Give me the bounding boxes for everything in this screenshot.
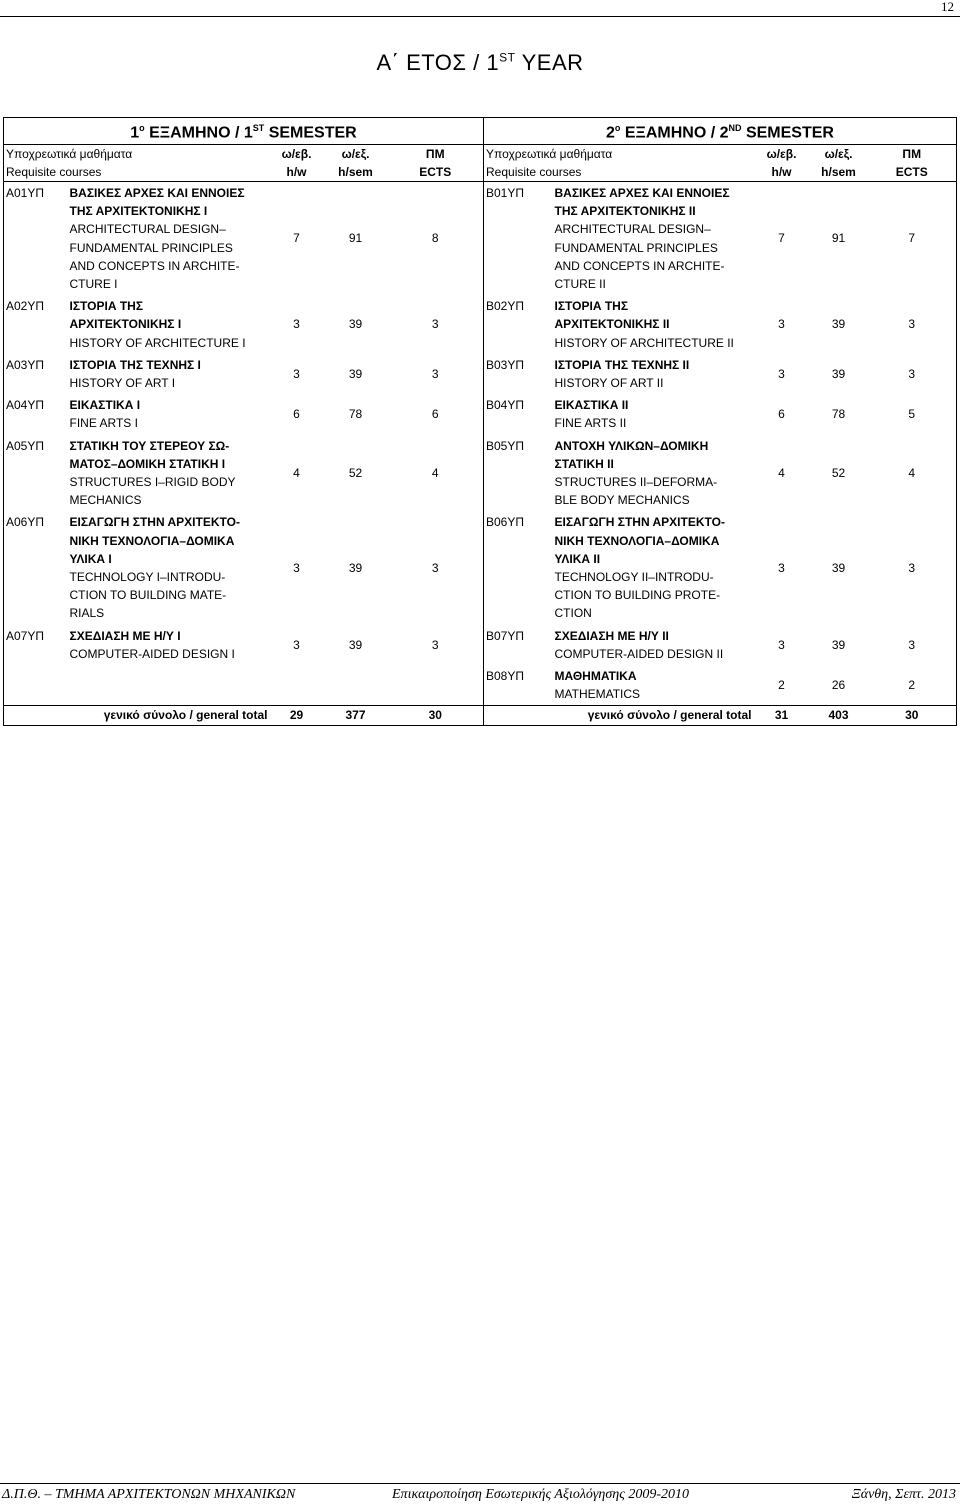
course-code: Β06ΥΠ <box>486 515 525 530</box>
year-title: Α΄ ΕΤΟΣ / 1ST YEAR <box>376 50 584 75</box>
course-hw: 3 <box>293 366 300 381</box>
course-hw: 3 <box>293 637 300 652</box>
course-code: Β04ΥΠ <box>486 398 525 413</box>
course-title-line: ΣΧΕΔΙΑΣΗ ΜΕ Η/Υ Ι <box>69 628 181 643</box>
header-hw-en: h/w <box>771 164 792 179</box>
course-title <box>553 435 754 512</box>
course-hw: 3 <box>778 560 785 575</box>
header-ects <box>868 144 957 181</box>
course-ects: 3 <box>388 511 484 624</box>
course-code: Α04ΥΠ <box>4 394 68 434</box>
course-title-line: AND CONCEPTS IN ARCHITE- <box>69 258 240 273</box>
course-hsem: 39 <box>831 560 846 575</box>
total-hsem: 377 <box>324 706 388 725</box>
course-ects: 3 <box>868 625 957 665</box>
course-hw: 3 <box>778 366 785 381</box>
header-courses <box>484 144 754 181</box>
course-title-line: ΣΧΕΔΙΑΣΗ ΜΕ Η/Υ ΙΙ <box>554 628 669 643</box>
course-ects: 8 <box>388 181 484 295</box>
course-title-line: ΙΣΤΟΡΙΑ ΤΗΣ <box>69 299 144 314</box>
course-title-line: ΣΤΑΤΙΚΗ ΤΟΥ ΣΤΕΡΕΟΥ ΣΩ- <box>69 438 230 453</box>
course-row <box>4 354 957 394</box>
course-hsem: 39 <box>831 317 846 332</box>
course-title-line: ARCHITECTURAL DESIGN– <box>69 222 226 237</box>
course-title <box>68 394 270 434</box>
course-hsem: 52 <box>831 465 846 480</box>
semester-number: 2 <box>606 124 615 142</box>
footer-institution: Δ.Π.Θ. – ΤΜΗΜΑ ΑΡΧΙΤΕΚΤΟΝΩΝ ΜΗΧΑΝΙΚΩΝ <box>2 1487 296 1502</box>
course-title-line: FUNDAMENTAL PRINCIPLES <box>554 240 718 255</box>
total-row <box>4 706 957 725</box>
course-hw: 4 <box>778 465 785 480</box>
course-title-line: STRUCTURES II–DEFORMA- <box>554 474 718 489</box>
course-title-line: HISTORY OF ART I <box>69 375 176 390</box>
course-title-line: CTURE II <box>554 276 606 291</box>
total-label: γενικό σύνολο / general total <box>587 708 752 723</box>
course-title-line: STRUCTURES I–RIGID BODY <box>69 474 236 489</box>
course-title-line: BLE BODY MECHANICS <box>554 493 690 508</box>
course-title <box>553 354 754 394</box>
course-ects: 3 <box>868 511 957 624</box>
course-title-line: ΜΑΘΗΜΑΤΙΚΑ <box>554 669 637 684</box>
course-hw: 4 <box>293 465 300 480</box>
course-title <box>68 181 270 295</box>
course-code: Β08ΥΠ <box>486 669 525 684</box>
course-title <box>68 511 270 624</box>
header-courses-gr: Υποχρεωτικά μαθήματα <box>486 146 613 161</box>
header-hsem-gr: ω/εξ. <box>824 146 853 161</box>
course-title-line: ΕΙΣΑΓΩΓΗ ΣΤΗΝ ΑΡΧΙΤΕΚΤΟ- <box>554 515 725 530</box>
course-title-line: ΥΛΙΚΑ Ι <box>69 551 112 566</box>
total-ects: 30 <box>388 706 484 725</box>
course-title-line: ΝΙΚΗ ΤΕΧΝΟΛΟΓΙΑ–ΔΟΜΙΚΑ <box>554 533 720 548</box>
course-code: Β01ΥΠ <box>486 185 525 200</box>
course-code: Β07ΥΠ <box>486 628 525 643</box>
course-title-line: FINE ARTS I <box>69 416 138 431</box>
header-hsem <box>810 144 868 181</box>
total-ects: 30 <box>868 706 957 725</box>
total-label: γενικό σύνολο / general total <box>103 708 268 723</box>
course-title-line: ΙΣΤΟΡΙΑ ΤΗΣ <box>554 299 629 314</box>
course-title-line: ΒΑΣΙΚΕΣ ΑΡΧΕΣ ΚΑΙ ΕΝΝΟΙΕΣ <box>69 185 245 200</box>
course-hsem: 39 <box>348 366 363 381</box>
course-title-line: AND CONCEPTS IN ARCHITE- <box>554 258 725 273</box>
header-courses-gr: Υποχρεωτικά μαθήματα <box>6 146 133 161</box>
course-title-line: HISTORY OF ARCHITECTURE I <box>69 335 246 350</box>
course-title-line: ΙΣΤΟΡΙΑ ΤΗΣ ΤΕΧΝΗΣ Ι <box>69 357 201 372</box>
course-title-line: ΤΗΣ ΑΡΧΙΤΕΚΤΟΝΙΚΗΣ Ι <box>69 204 208 219</box>
course-title-line: TECHNOLOGY I–INTRODU- <box>69 570 226 584</box>
course-hsem: 39 <box>348 317 363 332</box>
course-title-line: RIALS <box>69 606 105 621</box>
course-ects: 5 <box>868 394 957 434</box>
course-ects: 2 <box>868 665 957 706</box>
course-title-line: CTION TO BUILDING MATE- <box>69 588 227 603</box>
course-title-line: CTION <box>554 606 592 621</box>
footer-report: Επικαιροποίηση Εσωτερικής Αξιολόγησης 2009-2010 <box>392 1487 690 1502</box>
course-code: Α01ΥΠ <box>4 181 68 295</box>
header-ects-gr: ΠΜ <box>425 146 445 161</box>
course-row <box>4 295 957 354</box>
header-courses <box>4 144 270 181</box>
header-ects <box>388 144 484 181</box>
course-title-line: MATHEMATICS <box>554 687 641 702</box>
header-hsem <box>324 144 388 181</box>
course-hsem: 39 <box>831 637 846 652</box>
total-hw: 31 <box>754 706 810 725</box>
course-ects: 3 <box>868 354 957 394</box>
course-title-line: ΒΑΣΙΚΕΣ ΑΡΧΕΣ ΚΑΙ ΕΝΝΟΙΕΣ <box>554 185 730 200</box>
column-header-row <box>4 144 957 181</box>
course-title-line: ΥΛΙΚΑ ΙΙ <box>554 551 601 566</box>
header-ects-en: ECTS <box>419 164 452 179</box>
course-title-line: MECHANICS <box>69 493 142 508</box>
course-hsem: 91 <box>831 231 846 246</box>
course-row <box>4 665 957 706</box>
course-title-line: COMPUTER-AIDED DESIGN I <box>69 646 235 661</box>
total-hw: 29 <box>270 706 324 725</box>
course-code: Α03ΥΠ <box>4 354 68 394</box>
course-title-line: ΤΗΣ ΑΡΧΙΤΕΚΤΟΝΙΚΗΣ ΙΙ <box>554 204 696 219</box>
course-title-line: ΕΙΚΑΣΤΙΚΑ ΙΙ <box>554 398 629 413</box>
empty-course-cell <box>4 665 484 706</box>
course-row <box>4 181 957 295</box>
total-hsem: 403 <box>810 706 868 725</box>
course-title-line: CTION TO BUILDING PROTE- <box>554 588 721 603</box>
total-label-cell <box>4 706 270 725</box>
course-code: Α07ΥΠ <box>4 625 68 665</box>
course-title-line: ΑΡΧΙΤΕΚΤΟΝΙΚΗΣ Ι <box>69 317 182 332</box>
course-title-line: CTURE I <box>69 276 118 291</box>
header-courses-en: Requisite courses <box>486 164 582 179</box>
course-hsem: 26 <box>831 678 846 693</box>
semester-suffix: SEMESTER <box>741 124 834 142</box>
course-hw: 6 <box>778 407 785 422</box>
page-header <box>0 0 960 17</box>
course-title-line: HISTORY OF ART II <box>554 375 664 390</box>
course-hw: 6 <box>293 407 300 422</box>
course-title <box>553 295 754 354</box>
course-hsem: 39 <box>348 637 363 652</box>
header-ects-gr: ΠΜ <box>902 146 922 161</box>
course-row <box>4 511 957 624</box>
course-title-line: ΣΤΑΤΙΚΗ ΙΙ <box>554 456 614 471</box>
course-code: Β03ΥΠ <box>486 357 525 372</box>
course-hw: 7 <box>293 231 300 246</box>
course-title <box>553 511 754 624</box>
course-hsem: 52 <box>348 465 363 480</box>
course-title-line: ΑΡΧΙΤΕΚΤΟΝΙΚΗΣ ΙΙ <box>554 317 670 332</box>
course-title-line: ΙΣΤΟΡΙΑ ΤΗΣ ΤΕΧΝΗΣ ΙΙ <box>554 357 690 372</box>
semester-suffix: SEMESTER <box>264 124 357 142</box>
course-title <box>68 435 270 512</box>
courses-table <box>3 117 957 726</box>
course-code: Β02ΥΠ <box>486 299 525 314</box>
course-title-line: FUNDAMENTAL PRINCIPLES <box>69 240 233 255</box>
course-title-line: ARCHITECTURAL DESIGN– <box>554 222 711 237</box>
course-title-line: ΝΙΚΗ ΤΕΧΝΟΛΟΓΙΑ–ΔΟΜΙΚΑ <box>69 533 235 548</box>
header-hsem-en: h/sem <box>821 164 856 179</box>
course-hsem: 91 <box>348 231 363 246</box>
course-row <box>4 625 957 665</box>
course-title-line: ΕΙΚΑΣΤΙΚΑ Ι <box>69 398 141 413</box>
course-hsem: 39 <box>831 366 846 381</box>
header-hw <box>270 144 324 181</box>
header-hw-en: h/w <box>286 164 307 179</box>
course-row <box>4 394 957 434</box>
course-title <box>68 295 270 354</box>
course-hw: 3 <box>293 317 300 332</box>
course-title <box>68 625 270 665</box>
header-ects-en: ECTS <box>895 164 928 179</box>
course-title-line: ΑΝΤΟΧΗ ΥΛΙΚΩΝ–ΔΟΜΙΚΗ <box>554 438 709 453</box>
course-hw: 2 <box>778 678 785 693</box>
header-hw-gr: ω/εβ. <box>766 146 797 161</box>
header-courses-en: Requisite courses <box>6 164 102 179</box>
course-title-line: FINE ARTS II <box>554 416 627 431</box>
course-title <box>553 625 754 665</box>
course-title-line: ΜΑΤΟΣ–ΔΟΜΙΚΗ ΣΤΑΤΙΚΗ Ι <box>69 456 226 471</box>
page-number: 12 <box>941 0 954 14</box>
course-hw: 7 <box>778 231 785 246</box>
course-ects: 3 <box>388 354 484 394</box>
semester-sup: ND <box>728 123 742 133</box>
course-ects: 4 <box>388 435 484 512</box>
semester-number: 1 <box>130 124 140 142</box>
course-title <box>553 394 754 434</box>
header-hsem-en: h/sem <box>338 164 373 179</box>
course-title-line: TECHNOLOGY II–INTRODU- <box>554 570 714 584</box>
course-title <box>68 354 270 394</box>
course-row <box>4 435 957 512</box>
course-ects: 3 <box>388 625 484 665</box>
semester-title-row <box>4 118 957 145</box>
header-hsem-gr: ω/εξ. <box>341 146 370 161</box>
course-code: Α05ΥΠ <box>4 435 68 512</box>
course-ects: 6 <box>388 394 484 434</box>
course-ects: 7 <box>868 181 957 295</box>
semester-sup: ST <box>252 123 265 133</box>
course-hsem: 39 <box>348 560 363 575</box>
course-ects: 4 <box>868 435 957 512</box>
course-title-line: COMPUTER-AIDED DESIGN II <box>554 646 724 661</box>
course-ects: 3 <box>388 295 484 354</box>
footer-place-date: Ξάνθη, Σεπτ. 2013 <box>851 1487 956 1502</box>
course-code: Α02ΥΠ <box>4 295 68 354</box>
header-hw <box>754 144 810 181</box>
course-hsem: 78 <box>348 407 363 422</box>
semester-sup-o: ο <box>139 123 145 133</box>
semester-title <box>4 118 484 145</box>
semester-title <box>484 118 957 145</box>
total-label-cell <box>484 706 754 725</box>
course-hw: 3 <box>293 560 300 575</box>
course-title-line: ΕΙΣΑΓΩΓΗ ΣΤΗΝ ΑΡΧΙΤΕΚΤΟ- <box>69 515 240 530</box>
course-code: Β05ΥΠ <box>486 438 525 453</box>
course-hw: 3 <box>778 637 785 652</box>
course-code: Α06ΥΠ <box>4 511 68 624</box>
course-hsem: 78 <box>831 407 846 422</box>
semester-sup-o: ο <box>614 123 621 133</box>
course-title <box>553 665 754 706</box>
header-hw-gr: ω/εβ. <box>281 146 312 161</box>
semester-mid: ΕΞΑΜΗΝΟ / 2 <box>620 124 729 142</box>
course-hw: 3 <box>778 317 785 332</box>
footer <box>0 1483 960 1504</box>
semester-mid: ΕΞΑΜΗΝΟ / 1 <box>144 124 253 142</box>
course-title-line: HISTORY OF ARCHITECTURE II <box>554 335 734 350</box>
course-title <box>553 181 754 295</box>
course-ects: 3 <box>868 295 957 354</box>
